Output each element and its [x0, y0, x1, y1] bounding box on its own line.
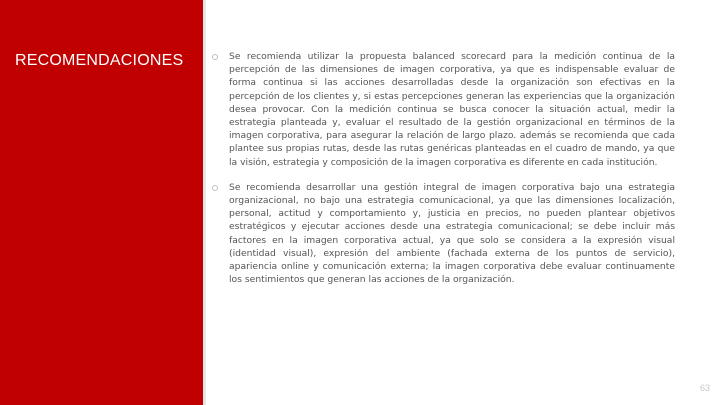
recommendation-text: Se recomienda utilizar la propuesta balanced scorecard para la medición continua de la percepción de las dimensiones de imagen corporativa, ya que es indispensable evaluar de forma continua si las acciones desarrolladas desde la organización son efectivas en la percepción de los clientes y, si estas percepciones generan las experiencias que la organización desea provocar. Con la medición continua se busca conocer la situación actual, medir la estrategia planteada y, evaluar el resultado de la gestión organizacional en términos de la imagen corporativa, para asegurar la relación de largo plazo. además se recomienda que cada plantee sus propias rutas, desde las rutas genéricas planteadas en el cuadro de mando, ya que la visión, estrategia y composición de la imagen corporativa es diferente en cada institución. [229, 51, 675, 168]
list-item [212, 50, 675, 169]
slide-title: RECOMENDACIONES [15, 52, 184, 69]
hollow-circle-bullet-icon [212, 185, 218, 191]
recommendations-list [212, 50, 675, 298]
panel-divider [203, 0, 206, 405]
recommendation-text: Se recomienda desarrollar una gestión integral de imagen corporativa bajo una estrategia organizacional, no bajo una estrategia comunicacional, ya que las dimensiones localización, personal, actitud y comportamiento y, justicia en precios, no pueden plantear objetivos estratégicos y ejecutar acciones desde una estrategia comunicacional; se debe incluir más factores en la imagen corporativa actual, ya que solo se considera a la expresión visual (identidad visual), expresión del ambiente (fachada externa de los puntos de servicio), apariencia online y comunicación externa; la imagen corporativa debe evaluar continuamente los sentimientos que generan las acciones de la organización. [229, 181, 675, 286]
list-item [212, 181, 675, 287]
page-number: 63 [699, 383, 710, 393]
title-panel [0, 0, 203, 405]
hollow-circle-bullet-icon [212, 54, 218, 60]
